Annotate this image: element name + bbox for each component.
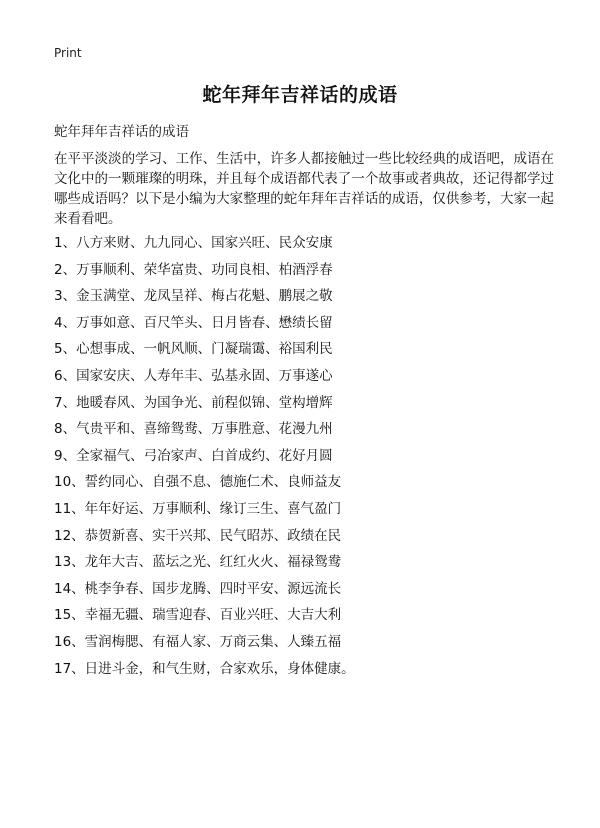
intro-paragraph: 在平平淡淡的学习、工作、生活中，许多人都接触过一些比较经典的成语吧，成语在文化中的一颗璀璨的明珠，并且每个成语都代表了一个故事或者典故，还记得都学过哪些成语吗？以下是小编为大家整理的蛇年拜年吉祥话的成语，仅供参考，大家一起来看看吧。 — [54, 151, 554, 227]
list-item: 14、桃李争春、国步龙腾、四时平安、源远流长 — [54, 580, 342, 597]
list-item: 7、地暖春风、为国争光、前程似锦、堂构增辉 — [54, 394, 333, 411]
list-item: 3、金玉满堂、龙凤呈祥、梅占花魁、鹏展之敬 — [54, 288, 333, 305]
list-item: 8、气贵平和、喜缔鸳鸯、万事胜意、花漫九州 — [54, 421, 333, 438]
list-item: 4、万事如意、百尺竿头、日月皆春、懋绩长留 — [54, 314, 333, 331]
list-item: 10、誓约同心、自强不息、德施仁术、良师益友 — [54, 474, 342, 491]
list-item: 13、龙年大吉、蓝坛之光、红红火火、福禄鸳鸯 — [54, 554, 342, 571]
list-item: 2、万事顺利、荣华富贵、功同良相、柏酒浮春 — [54, 261, 333, 278]
article-subheading: 蛇年拜年吉祥话的成语 — [54, 124, 189, 140]
list-item: 6、国家安庆、人寿年丰、弘基永固、万事遂心 — [54, 367, 333, 384]
page-title: 蛇年拜年吉祥话的成语 — [202, 84, 398, 106]
list-item: 1、八方来财、九九同心、国家兴旺、民众安康 — [54, 235, 333, 251]
list-item: 5、心想事成、一帆风顺、门凝瑞霭、裕国利民 — [54, 341, 333, 358]
list-item: 15、幸福无疆、瑞雪迎春、百业兴旺、大吉大利 — [54, 607, 342, 624]
idiom-list — [54, 233, 355, 685]
list-item: 17、日进斗金，和气生财，合家欢乐，身体健康。 — [54, 660, 355, 677]
list-item: 9、全家福气、弓冶家声、白首成约、花好月圆 — [54, 447, 333, 464]
print-link[interactable]: Print — [54, 46, 82, 60]
list-item: 16、雪润梅腮、有福人家、万商云集、人臻五福 — [54, 633, 342, 650]
list-item: 12、恭贺新喜、实干兴邦、民气昭苏、政绩在民 — [54, 527, 342, 544]
list-item: 11、年年好运、万事顺利、缘订三生、喜气盈门 — [54, 500, 342, 517]
